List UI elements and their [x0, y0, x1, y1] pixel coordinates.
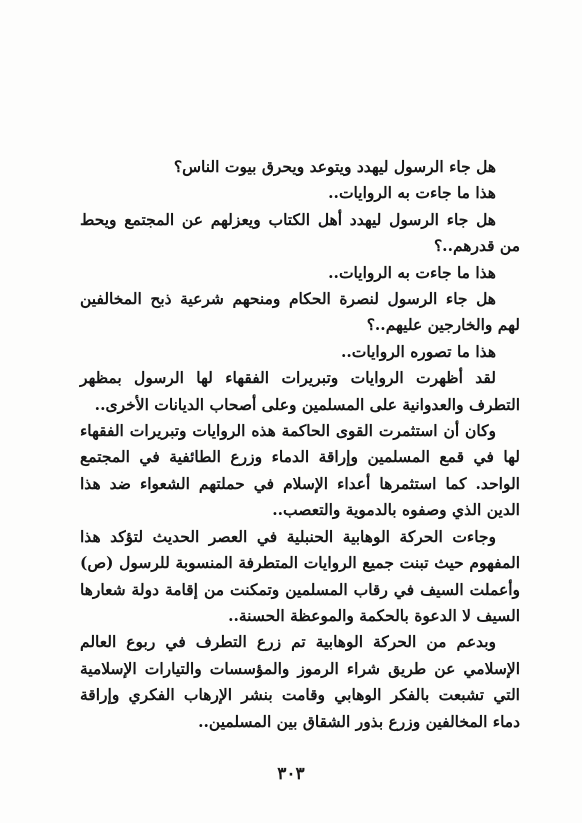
answer-2: هذا ما جاءت به الروايات..	[328, 262, 496, 282]
paragraph-3: وجاءت الحركة الوهابية الحنبلية في العصر الحديث لتؤكد هذا المفهوم حيث تبنت جميع الروايات المتطرفة المنسوبة للرسول (ص) وأعملت السيف في رقاب المسلمين وتمكنت من إقامة دولة شعارها السيف لا الدعوة بالحكمة والموعظة الحسنة..	[80, 526, 520, 625]
answer-3: هذا ما تصوره الروايات..	[341, 341, 496, 361]
answer-1: هذا ما جاءت به الروايات..	[328, 183, 496, 203]
paragraph-1: لقد أظهرت الروايات وتبريرات الفقهاء لها الرسول بمظهر التطرف والعدوانية على المسلمين وعلى أصحاب الديانات الأخرى..	[80, 368, 520, 414]
question-3: هل جاء الرسول لنصرة الحكام ومنحهم شرعية ذبح المخالفين لهم والخارجين عليهم..؟	[80, 289, 520, 335]
page-number: ٣٠٣	[277, 764, 305, 784]
question-1: هل جاء الرسول ليهدد ويتوعد ويحرق بيوت الناس؟	[173, 157, 496, 176]
body-text	[80, 154, 520, 735]
paragraph-2: وكان أن استثمرت القوى الحاكمة هذه الروايات وتبريرات الفقهاء لها في قمع المسلمين وإراقة الدماء وزرع الطائفية في المجتمع الواحد. كما استثمرها أعداء الإسلام في حملتهم الشعواء ضد هذا الدين الذي وصفوه بالدموية والتعصب..	[80, 421, 520, 520]
question-2: هل جاء الرسول ليهدد أهل الكتاب ويعزلهم عن المجتمع ويحط من قدرهم..؟	[80, 209, 520, 256]
paragraph-4: وبدعم من الحركة الوهابية تم زرع التطرف في ربوع العالم الإسلامي عن طريق شراء الرموز والمؤسسات والتيارات الإسلامية التي تشبعت بالفكر الوهابي وقامت بنشر الإرهاب الفكري وإراقة دماء المخالفين وزرع بذور الشقاق بين المسلمين..	[80, 632, 520, 731]
